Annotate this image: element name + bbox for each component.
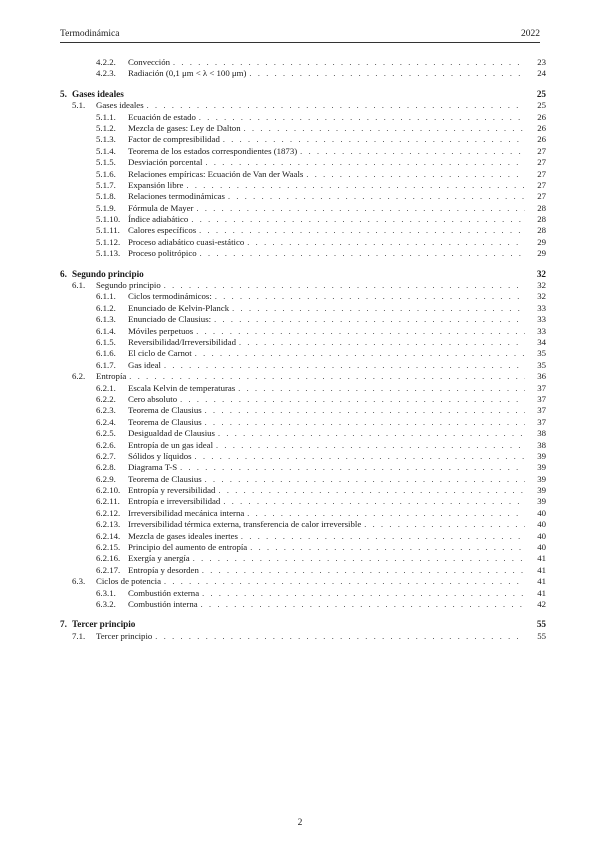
toc-entry[interactable] [60,180,546,191]
toc-entry[interactable] [60,371,546,382]
toc-entry-number: 6.2.1. [96,382,116,393]
toc-entry-page: 33 [537,302,546,313]
toc-entry-number: 4.2.2. [96,57,116,67]
toc-entry-page: 38 [537,439,546,450]
toc-leader-dots [215,291,525,302]
toc-entry-page: 25 [537,100,546,111]
toc-entry-title: Escala Kelvin de temperaturas [128,382,236,393]
toc-entry[interactable] [60,326,546,337]
section-gap [60,610,546,619]
toc-entry[interactable] [60,394,546,405]
toc-leader-dots [216,440,525,451]
toc-entry-title: Exergía y anergía [128,553,190,564]
toc-leader-dots [228,191,525,202]
toc-entry[interactable] [60,68,546,79]
toc-entry-title: Tercer principio [72,619,136,630]
toc-leader-dots [200,248,525,259]
toc-entry-number: 6.1.5. [96,336,116,347]
toc-entry-title: Relaciones empíricas: Ecuación de Van der Waals [128,168,304,179]
toc-entry-number: 5.1.7. [96,179,116,190]
toc-entry-title: Teorema de Clausius [128,405,202,416]
toc-entry[interactable] [60,508,546,519]
toc-entry[interactable] [60,474,546,485]
toc-leader-dots [196,326,525,337]
toc-entry-page: 41 [537,576,546,587]
toc-leader-dots [195,451,525,462]
table-of-contents [60,57,546,642]
toc-entry-page: 25 [536,88,546,99]
toc-entry-page: 40 [537,519,546,530]
toc-entry-page: 40 [537,530,546,541]
toc-entry-number: 6.2.6. [96,439,116,450]
toc-entry[interactable] [60,588,546,599]
toc-entry-page: 55 [537,630,546,641]
toc-leader-dots [164,280,525,291]
toc-entry[interactable] [60,280,546,291]
toc-entry-number: 6.2.11. [96,496,120,507]
toc-leader-dots [164,360,525,371]
toc-entry-title: Segundo principio [72,268,144,279]
toc-entry[interactable] [60,553,546,564]
toc-entry[interactable] [60,519,546,530]
toc-entry-number: 6.3.2. [96,598,116,609]
toc-entry-number: 6.2.9. [96,473,116,484]
toc-entry-number: 5.1.4. [96,145,116,156]
toc-leader-dots [250,542,525,553]
toc-entry[interactable] [60,314,546,325]
toc-leader-dots [201,599,525,610]
toc-entry-number: 6.2.7. [96,450,116,461]
toc-entry-title: Entropía e irreversibilidad [128,496,221,507]
toc-entry[interactable] [60,134,546,145]
toc-entry-number: 6.2.13. [96,519,121,530]
toc-entry-number: 6.2.12. [96,507,121,518]
toc-entry[interactable] [60,191,546,202]
toc-entry[interactable] [60,531,546,542]
toc-entry-number: 5.1.5. [96,157,116,168]
toc-entry-number: 6.3. [72,576,86,587]
toc-leader-dots [223,496,525,507]
toc-entry-number: 6.3.1. [96,587,116,598]
toc-entry-number: 5. [60,88,67,99]
toc-entry-number: 5.1.11. [96,225,120,236]
toc-entry-page: 41 [537,553,546,564]
toc-entry-title: Gases ideales [72,88,124,99]
toc-entry-title: El ciclo de Carnot [128,348,192,359]
toc-leader-dots [186,180,525,191]
toc-entry-number: 5.1.12. [96,236,121,247]
toc-entry-title: Proceso adiabático cuasi-estático [128,236,245,247]
toc-entry-page: 27 [537,168,546,179]
toc-entry-number: 6.1.4. [96,325,116,336]
toc-entry-number: 6.2.10. [96,485,121,496]
toc-entry[interactable] [60,214,546,225]
toc-entry[interactable] [60,237,546,248]
toc-entry[interactable] [60,565,546,576]
toc-entry-page: 41 [537,564,546,575]
toc-entry-title: Mezcla de gases ideales inertes [128,530,238,541]
toc-entry-page: 39 [537,485,546,496]
toc-entry-title: Combustión externa [128,587,200,598]
toc-entry-title: Calores específicos [128,225,197,236]
toc-entry-number: 5.1.1. [96,111,116,122]
toc-entry[interactable] [60,57,546,68]
toc-entry-page: 33 [537,314,546,325]
toc-entry[interactable] [60,599,546,610]
toc-entry-number: 6.1.6. [96,348,116,359]
toc-leader-dots [223,134,525,145]
toc-entry[interactable] [60,631,546,642]
toc-entry-title: Diagrama T-S [128,462,178,473]
toc-entry-title: Radiación (0,1 μm < λ < 100 μm) [128,68,247,79]
toc-entry[interactable] [60,157,546,168]
toc-entry-page: 38 [537,428,546,439]
toc-entry-number: 6.1.7. [96,359,116,370]
toc-leader-dots [155,631,525,642]
toc-entry-page: 35 [537,348,546,359]
toc-entry-page: 39 [537,462,546,473]
toc-leader-dots [199,112,525,123]
toc-leader-dots [244,123,525,134]
toc-entry[interactable] [60,417,546,428]
toc-entry-title: Segundo principio [96,280,161,291]
toc-entry-title: Factor de compresibilidad [128,134,220,145]
toc-leader-dots [196,203,525,214]
toc-entry-title: Proceso politrópico [128,248,197,259]
toc-entry-title: Sólidos y líquidos [128,450,192,461]
toc-entry-page: 37 [537,416,546,427]
toc-entry-page: 23 [537,57,546,67]
toc-entry-page: 26 [537,134,546,145]
toc-leader-dots [239,337,525,348]
toc-leader-dots [147,100,525,111]
toc-entry-page: 32 [536,268,546,279]
toc-entry-page: 26 [537,122,546,133]
toc-entry-title: Teorema de Clausius [128,416,202,427]
toc-leader-dots [173,57,525,68]
toc-leader-dots [249,68,525,79]
toc-entry-number: 6. [60,268,67,279]
toc-entry-title: Gases ideales [96,100,144,111]
toc-entry-title: Desviación porcental [128,157,203,168]
toc-entry[interactable] [60,383,546,394]
toc-entry[interactable] [60,225,546,236]
toc-entry-title: Desigualdad de Clausius [128,428,215,439]
toc-entry[interactable] [60,462,546,473]
toc-entry-title: Ecuación de estado [128,111,196,122]
toc-entry-title: Entropía y reversibilidad [128,485,216,496]
toc-entry-title: Fórmula de Mayer [128,202,194,213]
toc-entry-number: 6.2.17. [96,564,121,575]
toc-entry[interactable] [60,112,546,123]
toc-entry-number: 5.1.9. [96,202,116,213]
toc-entry-page: 32 [537,280,546,291]
toc-entry-page: 29 [537,236,546,247]
toc-entry-number: 6.2.4. [96,416,116,427]
toc-entry-title: Teorema de los estados correspondientes (1873) [128,145,298,156]
toc-entry-title: Cero absoluto [128,393,178,404]
toc-entry-page: 37 [537,393,546,404]
toc-entry-number: 6.1.2. [96,302,116,313]
toc-entry-title: Combustión interna [128,598,198,609]
header-year: 2022 [521,29,540,39]
toc-entry-number: 6.2. [72,371,86,382]
toc-leader-dots [191,214,525,225]
toc-leader-dots [180,394,525,405]
toc-entry-title: Tercer principio [96,630,153,641]
toc-entry[interactable] [60,348,546,359]
toc-entry-title: Enunciado de Clausius: [128,314,212,325]
toc-entry-title: Irreversibilidad mecánica interna [128,507,245,518]
toc-entry-page: 42 [537,598,546,609]
toc-entry-number: 5.1.6. [96,168,116,179]
toc-entry-page: 28 [537,202,546,213]
toc-entry-number: 6.1.1. [96,291,116,302]
toc-entry-number: 4.2.3. [96,68,116,79]
toc-entry-number: 6.2.16. [96,553,121,564]
section-gap [60,80,546,89]
toc-entry-page: 39 [537,450,546,461]
toc-entry-number: 7. [60,619,67,630]
toc-entry-number: 6.1. [72,280,86,291]
toc-entry-page: 41 [537,587,546,598]
toc-chapter-entry[interactable] [60,619,546,630]
toc-leader-dots [129,371,525,382]
toc-leader-dots [180,462,525,473]
toc-entry-title: Gas ideal [128,359,161,370]
toc-leader-dots [218,428,525,439]
toc-entry-number: 5.1.8. [96,191,116,202]
toc-entry-page: 26 [537,111,546,122]
toc-entry-number: 5.1. [72,100,86,111]
toc-entry[interactable] [60,496,546,507]
toc-entry-number: 6.2.15. [96,542,121,553]
toc-leader-dots [241,531,525,542]
toc-entry[interactable] [60,405,546,416]
toc-entry[interactable] [60,203,546,214]
toc-entry-number: 5.1.10. [96,214,121,225]
toc-entry-page: 33 [537,325,546,336]
toc-leader-dots [247,237,525,248]
toc-entry-page: 28 [537,214,546,225]
page-header [60,28,540,42]
toc-entry-page: 28 [537,225,546,236]
toc-entry-title: Enunciado de Kelvin-Planck [128,302,230,313]
toc-entry-title: Reversibilidad/Irreversibilidad [128,336,236,347]
toc-entry[interactable] [60,428,546,439]
toc-entry-title: Móviles perpetuos [128,325,194,336]
toc-entry[interactable] [60,542,546,553]
toc-entry[interactable] [60,440,546,451]
toc-entry-page: 40 [537,542,546,553]
toc-entry-number: 6.2.5. [96,428,116,439]
toc-entry-page: 27 [537,145,546,156]
toc-entry-page: 40 [537,507,546,518]
toc-entry-page: 24 [537,68,546,79]
toc-leader-dots [164,576,525,587]
toc-leader-dots [205,405,525,416]
toc-entry-title: Entropía de un gas ideal [128,439,214,450]
header-rule [60,42,540,43]
toc-entry-title: Teorema de Clausius [128,473,202,484]
toc-entry[interactable] [60,291,546,302]
toc-entry-number: 6.2.2. [96,393,116,404]
toc-leader-dots [205,417,525,428]
toc-entry[interactable] [60,248,546,259]
toc-entry[interactable] [60,169,546,180]
toc-leader-dots [300,146,525,157]
toc-entry-page: 27 [537,179,546,190]
toc-entry-number: 6.1.3. [96,314,116,325]
toc-entry-title: Índice adiabático [128,214,189,225]
toc-entry-page: 39 [537,473,546,484]
toc-leader-dots [364,519,525,530]
toc-entry-page: 29 [537,248,546,259]
toc-entry-page: 27 [537,157,546,168]
toc-entry-number: 7.1. [72,630,86,641]
toc-leader-dots [202,565,525,576]
section-gap [60,260,546,269]
toc-leader-dots [199,225,525,236]
toc-leader-dots [232,303,525,314]
toc-entry-number: 5.1.13. [96,248,121,259]
toc-entry-number: 5.1.2. [96,122,116,133]
toc-entry[interactable] [60,451,546,462]
toc-entry-title: Expansión libre [128,179,184,190]
toc-entry[interactable] [60,100,546,111]
toc-entry[interactable] [60,303,546,314]
toc-entry[interactable] [60,485,546,496]
toc-entry-page: 55 [536,619,546,630]
toc-entry[interactable] [60,123,546,134]
toc-entry-number: 6.2.8. [96,462,116,473]
toc-leader-dots [193,553,525,564]
page-number: 2 [297,818,303,828]
toc-entry[interactable] [60,576,546,587]
toc-leader-dots [214,314,525,325]
toc-entry-title: Entropía y desorden [128,564,199,575]
toc-leader-dots [238,383,525,394]
toc-entry-title: Ciclos termodinámicos: [128,291,212,302]
toc-entry-page: 27 [537,191,546,202]
toc-entry-title: Irreversibilidad térmica externa, transferencia de calor irreversible [128,519,362,530]
toc-leader-dots [195,348,525,359]
toc-entry-page: 36 [537,371,546,382]
toc-leader-dots [218,485,525,496]
toc-entry-number: 6.2.3. [96,405,116,416]
toc-leader-dots [205,474,525,485]
header-title: Termodinámica [60,29,120,39]
toc-leader-dots [206,157,526,168]
toc-entry-page: 37 [537,382,546,393]
toc-entry-page: 32 [537,291,546,302]
toc-entry-number: 6.2.14. [96,530,121,541]
toc-entry-page: 37 [537,405,546,416]
toc-entry-title: Principio del aumento de entropía [128,542,248,553]
toc-leader-dots [247,508,525,519]
toc-entry[interactable] [60,360,546,371]
toc-entry-number: 5.1.3. [96,134,116,145]
toc-leader-dots [202,588,525,599]
toc-entry-page: 34 [537,336,546,347]
toc-leader-dots [306,169,525,180]
toc-entry-title: Mezcla de gases: Ley de Dalton [128,122,241,133]
toc-entry-title: Entropía [96,371,127,382]
toc-entry-page: 39 [537,496,546,507]
toc-chapter-entry[interactable] [60,89,546,100]
toc-entry-title: Ciclos de potencia [96,576,161,587]
toc-entry[interactable] [60,337,546,348]
toc-entry-title: Convección [128,57,171,67]
toc-entry-page: 35 [537,359,546,370]
toc-entry-title: Relaciones termodinámicas [128,191,225,202]
toc-entry[interactable] [60,146,546,157]
toc-chapter-entry[interactable] [60,269,546,280]
